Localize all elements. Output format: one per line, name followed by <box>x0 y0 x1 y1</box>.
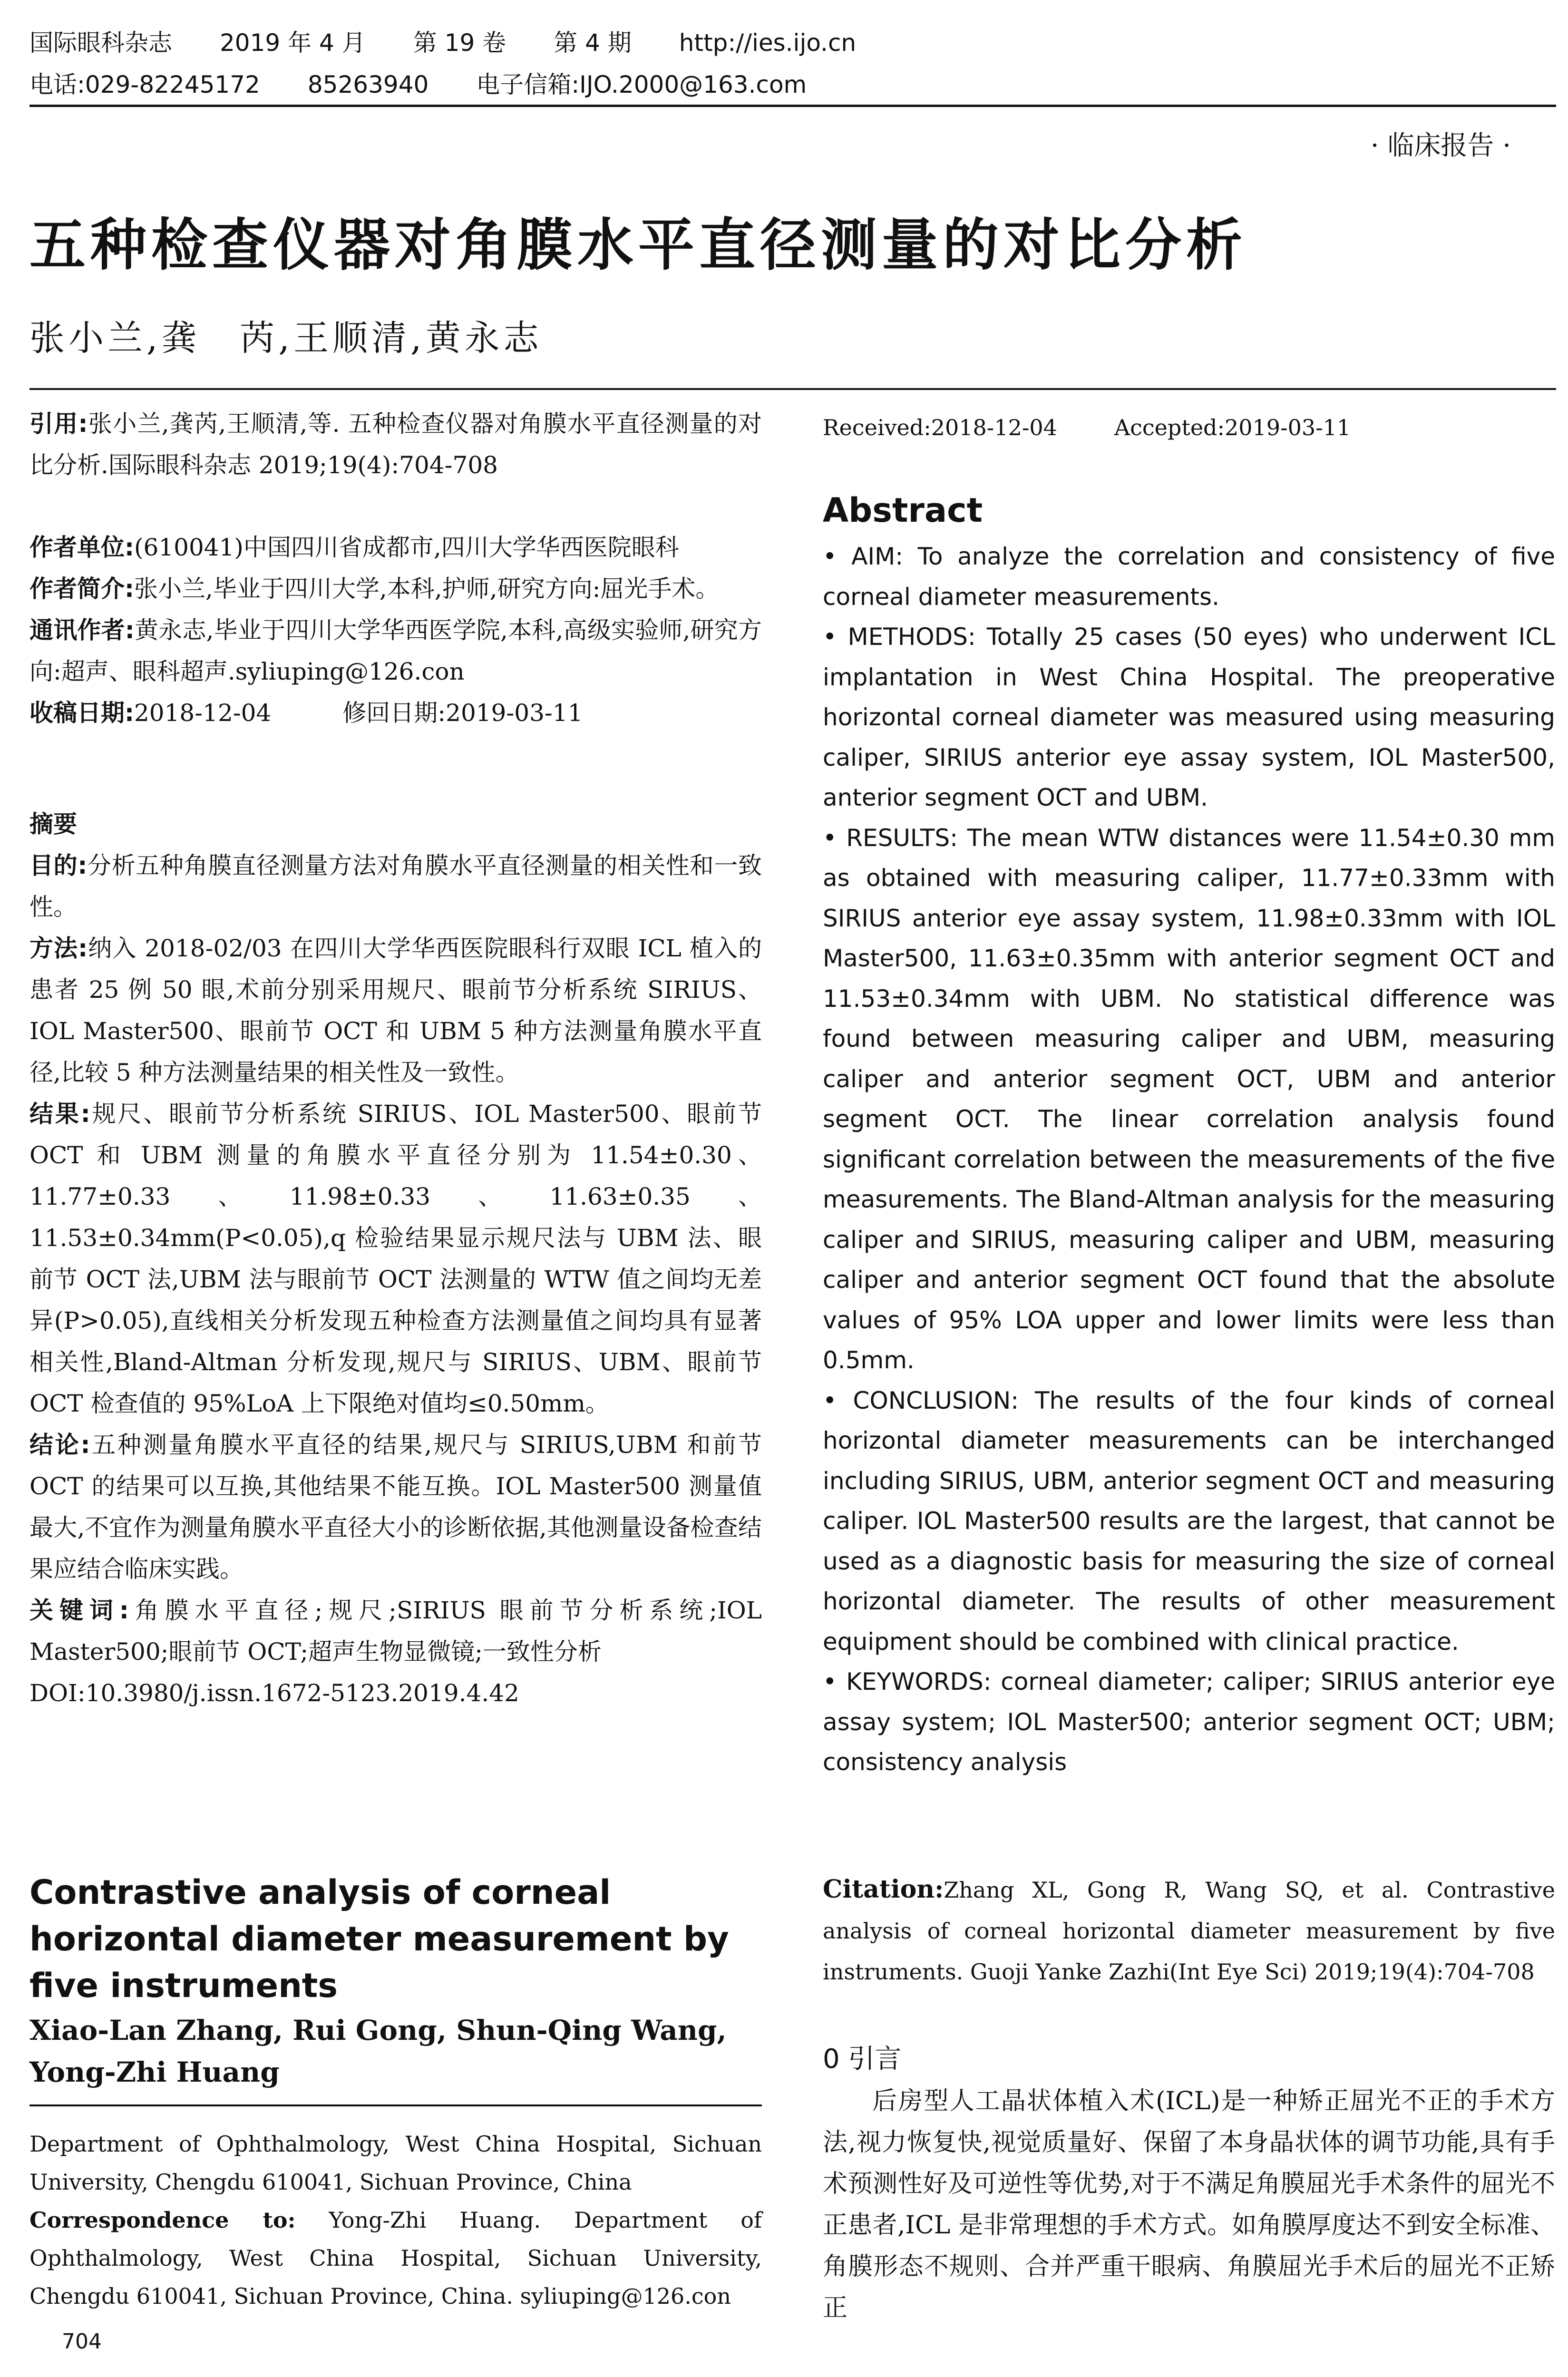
abstract-zh-keywords <box>29 1590 762 1673</box>
citation-en <box>823 1869 1555 1992</box>
abstract-en-methods: • METHODS: Totally 25 cases (50 eyes) who underwent ICL implantation in West China Hospital. The preoperative horizontal corneal diameter was measured using measuring caliper, SIRIUS anterior eye assay system, IOL Master500, anterior segment OCT and UBM. <box>823 623 1555 811</box>
info-corresponding <box>29 610 762 692</box>
authors-en: Xiao-Lan Zhang, Rui Gong, Shun-Qing Wang, Yong-Zhi Huang <box>29 2014 727 2088</box>
abstract-zh-methods <box>29 928 762 1093</box>
abstract-text: corneal diameter; caliper; SIRIUS anterior eye assay system; IOL Master500; anterior segment OCT; UBM; consistency analysis <box>823 1668 1555 1776</box>
intro-heading: 0 引言 <box>823 2044 902 2075</box>
abstract-label: 结论: <box>29 1431 90 1459</box>
abstract-text: Totally 25 cases (50 eyes) who underwent ICL implantation in West China Hospital. The preoperative horizontal corneal diameter was measured using measuring caliper, SIRIUS anterior eye assay system, IOL Master500, anterior segment OCT and UBM. <box>823 623 1555 811</box>
author-info <box>29 527 762 734</box>
citation-zh-label: 引用: <box>29 410 88 438</box>
page-number: 704 <box>62 2329 102 2354</box>
abstract-text: 分析五种角膜直径测量方法对角膜水平直径测量的相关性和一致性。 <box>29 852 762 921</box>
phone: 电话:029-82245172 <box>29 71 260 98</box>
abstract-text: 纳入 2018-02/03 在四川大学华西医院眼科行双眼 ICL 植入的患者 25 例 50 眼,术前分别采用规尺、眼前节分析系统 SIRIUS、IOL Master500、眼前节 OCT 和 UBM 5 种方法测量角膜水平直径,比较 5 种方法测量结果的相关性及一致性。 <box>29 935 762 1086</box>
affiliation-divider <box>29 2104 762 2106</box>
journal-name: 国际眼科杂志 <box>29 29 172 57</box>
abstract-label: 结果: <box>29 1100 90 1128</box>
citation-zh-text: 张小兰,龚芮,王顺清,等. 五种检查仪器对角膜水平直径测量的对比分析.国际眼科杂志 2019;19(4):704-708 <box>29 410 762 479</box>
correspondence-en <box>29 2201 762 2315</box>
accepted-date: Accepted:2019-03-11 <box>1114 415 1351 440</box>
title-divider <box>29 388 1556 390</box>
info-text: (610041)中国四川省成都市,四川大学华西医院眼科 <box>134 534 679 561</box>
info-text: 黄永志,毕业于四川大学华西医学院,本科,高级实验师,研究方向:超声、眼科超声.syliuping@126.con <box>29 616 762 685</box>
abstract-en-results: • RESULTS: The mean WTW distances were 11.54±0.30 mm as obtained with measuring caliper, 11.77±0.33mm with SIRIUS anterior eye assay system, 11.98±0.33mm with IOL Master500, 11.63±0.35mm with anterior segment OCT and 11.53±0.34mm with UBM. No statistical difference was found between measuring caliper and UBM, measuring caliper and anterior segment OCT, UBM and anterior segment OCT. The linear correlation analysis found significant correlation between the measurements of the five measurements. The Bland-Altman analysis for the measuring caliper and SIRIUS, measuring caliper and UBM, measuring caliper and anterior segment OCT found that the absolute values of 95% LOA upper and lower limits were less than 0.5mm. <box>823 824 1555 1374</box>
abstract-en-aim: • AIM: To analyze the correlation and consistency of five corneal diameter measurements. <box>823 543 1555 611</box>
intro-paragraph: 后房型人工晶状体植入术(ICL)是一种矫正屈光不正的手术方法,视力恢复快,视觉质量好、保留了本身晶状体的调节功能,具有手术预测性好及可逆性等优势,对于不满足角膜屈光手术条件的屈光不正患者,ICL 是非常理想的手术方式。如角膜厚度达不到安全标准、角膜形态不规则、合并严重干眼病、角膜屈光手术后的屈光不正矫正 <box>823 2087 1555 2322</box>
abstract-zh-results <box>29 1093 762 1424</box>
info-label: 作者单位: <box>29 534 134 561</box>
journal-header-line-2 <box>29 66 854 100</box>
abstract-zh-aim <box>29 845 762 928</box>
abstract-label: METHODS: <box>847 623 976 651</box>
issue-date: 2019 年 4 月 <box>220 29 366 57</box>
header-divider <box>29 105 1556 107</box>
abstract-label: 关键词: <box>29 1597 129 1624</box>
affiliation-en: Department of Ophthalmology, West China Hospital, Sichuan University, Chengdu 610041, Sichuan Province, China <box>29 2131 762 2195</box>
citation-zh <box>29 403 762 486</box>
received-accepted <box>823 415 1555 440</box>
article-title-en: Contrastive analysis of corneal horizontal diameter measurement by five instruments <box>29 1873 729 2005</box>
info-bio <box>29 568 762 610</box>
issue-number: 第 4 期 <box>554 29 632 57</box>
info-label: 收稿日期: <box>29 699 134 727</box>
info-text: 张小兰,毕业于四川大学,本科,护师,研究方向:屈光手术。 <box>134 575 720 603</box>
abstract-zh <box>29 804 762 1714</box>
abstract-label: AIM: <box>851 543 904 570</box>
phone-2: 85263940 <box>307 71 429 98</box>
abstract-en-heading: Abstract <box>823 491 983 530</box>
abstract-text: 五种测量角膜水平直径的结果,规尺与 SIRIUS,UBM 和前节 OCT 的结果可以互换,其他结果不能互换。IOL Master500 测量值最大,不宜作为测量角膜水平直径大小的诊断依据,其他测量设备检查结果应结合临床实践。 <box>29 1431 762 1583</box>
correspondence-text: Yong-Zhi Huang. Department of Ophthalmology, West China Hospital, Sichuan University, Chengdu 610041, Sichuan Province, China. syliuping@126.con <box>29 2207 762 2309</box>
abstract-zh-conclusion <box>29 1424 762 1590</box>
volume: 第 19 卷 <box>413 29 506 57</box>
authors-zh: 张小兰,龚 芮,王顺清,黄永志 <box>29 318 543 359</box>
journal-header-line-1 <box>29 24 904 58</box>
abstract-text: The mean WTW distances were 11.54±0.30 mm as obtained with measuring caliper, 11.77±0.33mm with SIRIUS anterior eye assay system, 11.98±0.33mm with IOL Master500, 11.63±0.35mm with anterior segment OCT and 11.53±0.34mm with UBM. No statistical difference was found between measuring caliper and UBM, measuring caliper and anterior segment OCT, UBM and anterior segment OCT. The linear correlation analysis found significant correlation between the measurements of the five measurements. The Bland-Altman analysis for the measuring caliper and SIRIUS, measuring caliper and UBM, measuring caliper and anterior segment OCT found that the absolute values of 95% LOA upper and lower limits were less than 0.5mm. <box>823 824 1555 1374</box>
correspondence-label: Correspondence to: <box>29 2207 296 2233</box>
abstract-en <box>823 536 1555 1783</box>
affiliation-block <box>29 2125 762 2315</box>
abstract-text: The results of the four kinds of corneal horizontal diameter measurements can be interchanged including SIRIUS, UBM, anterior segment OCT and measuring caliper. IOL Master500 results are the largest, that cannot be used as a diagnostic basis for measuring the size of corneal horizontal diameter. The results of other measurement equipment should be combined with clinical practice. <box>823 1386 1555 1656</box>
info-affiliation <box>29 527 762 568</box>
info-dates <box>29 692 762 734</box>
abstract-label: RESULTS: <box>846 824 958 852</box>
abstract-label: CONCLUSION: <box>853 1386 1019 1414</box>
citation-en-label: Citation: <box>823 1875 944 1904</box>
article-title-zh: 五种检查仪器对角膜水平直径测量的对比分析 <box>29 212 1247 278</box>
abstract-label: KEYWORDS: <box>846 1668 992 1695</box>
citation-en-text: Zhang XL, Gong R, Wang SQ, et al. Contrastive analysis of corneal horizontal diameter measurement by five instruments. Guoji Yanke Zazhi(Int Eye Sci) 2019;19(4):704-708 <box>823 1877 1555 1985</box>
abstract-en-keywords: • KEYWORDS: corneal diameter; caliper; SIRIUS anterior eye assay system; IOL Master500; anterior segment OCT; UBM; consistency analysis <box>823 1668 1555 1776</box>
abstract-zh-heading: 摘要 <box>29 810 77 838</box>
abstract-label: 目的: <box>29 852 88 879</box>
info-label: 作者简介: <box>29 575 134 603</box>
received-date: Received:2018-12-04 <box>823 415 1057 440</box>
abstract-label: 方法: <box>29 935 88 962</box>
abstract-text: 规尺、眼前节分析系统 SIRIUS、IOL Master500、眼前节 OCT 和 UBM 测量的角膜水平直径分别为 11.54±0.30、11.77±0.33、11.98±0.33、11.63±0.35、11.53±0.34mm(P<0.05),q 检验结果显示规尺法与 UBM 法、眼前节 OCT 法,UBM 法与眼前节 OCT 法测量的 WTW 值之间均无差异(P>0.05),直线相关分析发现五种检查方法测量值之间均具有显著相关性,Bland-Altman 分析发现,规尺与 SIRIUS、UBM、眼前节 OCT 检查值的 95%LoA 上下限绝对值均≤0.50mm。 <box>29 1100 762 1417</box>
abstract-text: To analyze the correlation and consistency of five corneal diameter measurements. <box>823 543 1555 611</box>
doi[interactable]: DOI:10.3980/j.issn.1672-5123.2019.4.42 <box>29 1679 519 1707</box>
info-text: 2018-12-04 修回日期:2019-03-11 <box>134 699 583 727</box>
email[interactable]: 电子信箱:IJO.2000@163.com <box>476 71 807 98</box>
section-tag: · 临床报告 · <box>1370 130 1511 161</box>
abstract-en-conclusion: • CONCLUSION: The results of the four kinds of corneal horizontal diameter measurements can be interchanged including SIRIUS, UBM, anterior segment OCT and measuring caliper. IOL Master500 results are the largest, that cannot be used as a diagnostic basis for measuring the size of corneal horizontal diameter. The results of other measurement equipment should be combined with clinical practice. <box>823 1386 1555 1656</box>
info-label: 通讯作者: <box>29 616 135 644</box>
journal-url[interactable]: http://ies.ijo.cn <box>679 29 857 57</box>
abstract-text: 角膜水平直径;规尺;SIRIUS 眼前节分析系统;IOL Master500;眼前节 OCT;超声生物显微镜;一致性分析 <box>29 1597 762 1666</box>
